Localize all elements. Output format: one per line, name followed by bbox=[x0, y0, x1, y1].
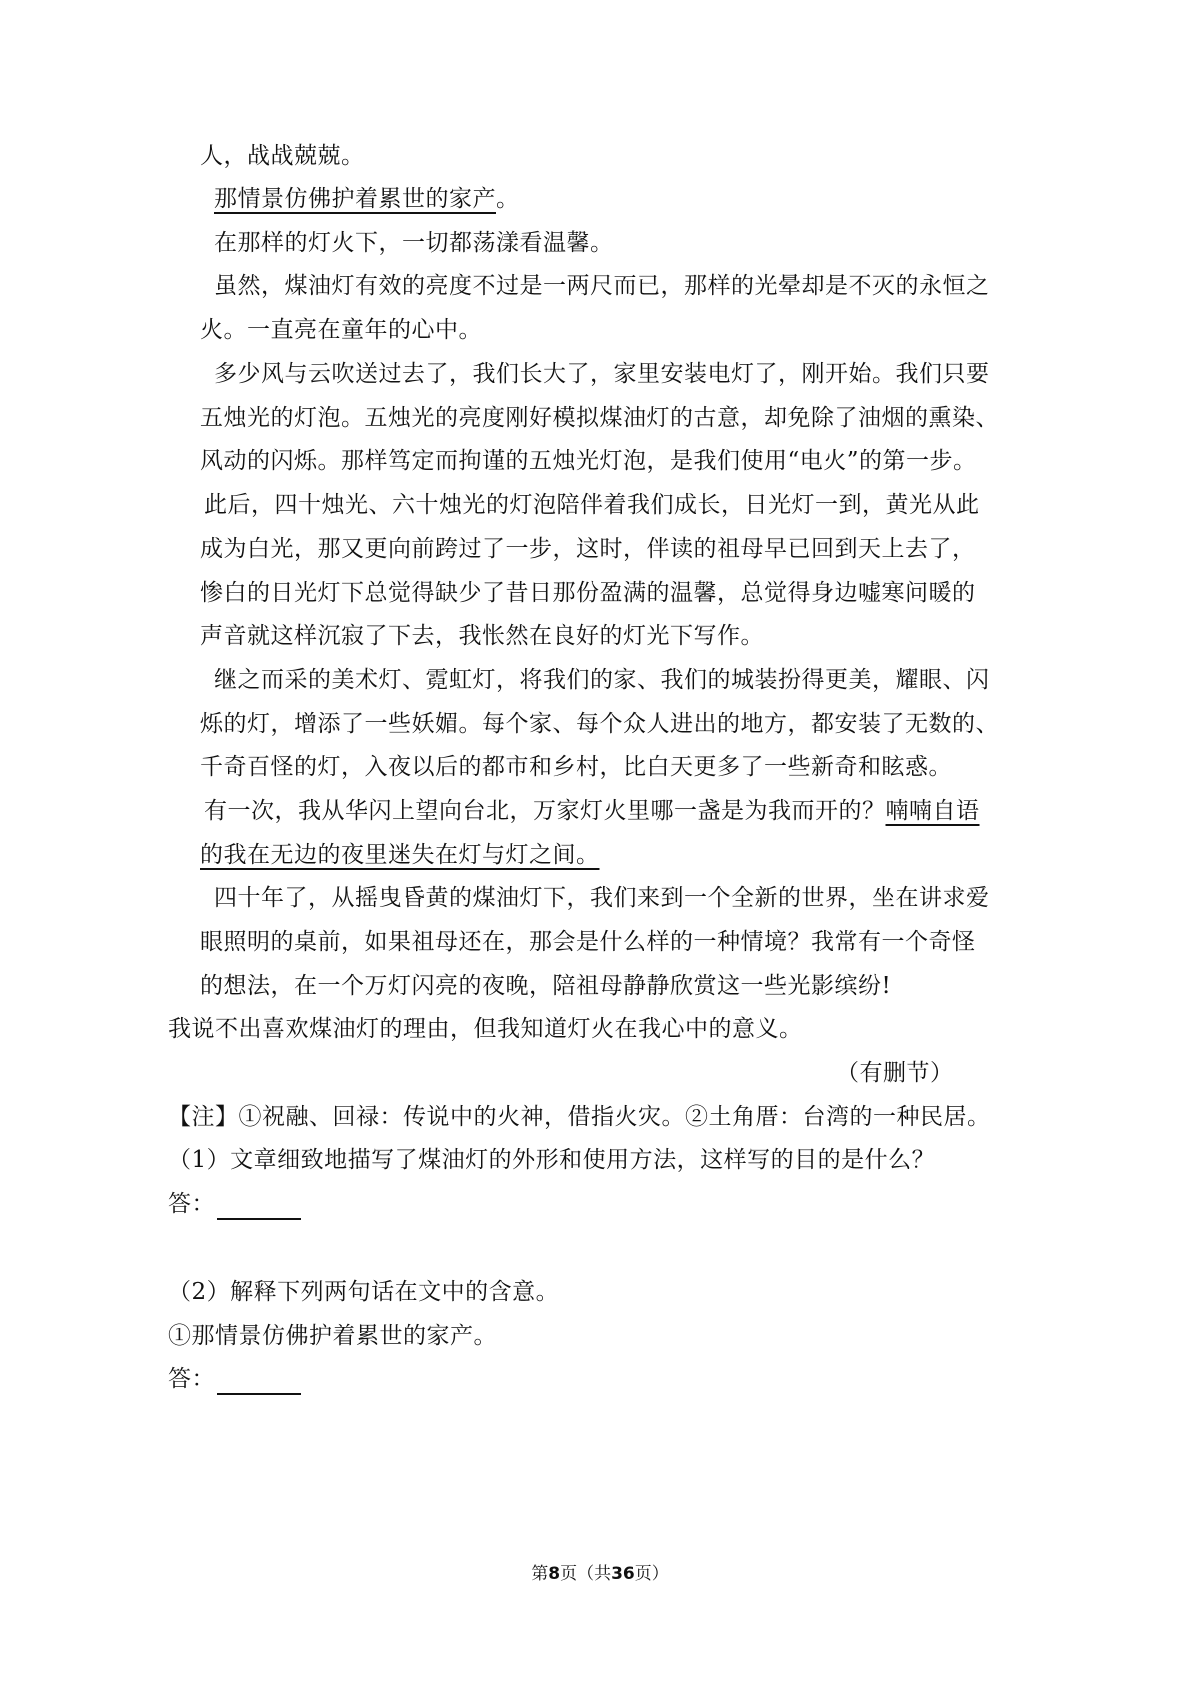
underlined-phrase: 喃喃自语 bbox=[885, 798, 980, 824]
sentence: 有一次，我从华闪上望向台北，万家灯火里哪一盏是为我而开的？ bbox=[204, 798, 886, 824]
answer-row-1 bbox=[168, 1188, 301, 1220]
underlined-sentence: 那情景仿佛护着累世的家产 bbox=[214, 186, 496, 212]
footer-prefix: 第 bbox=[531, 1564, 549, 1584]
passage-line: 多少风与云吹送过去了，我们长大了，家里安装电灯了，刚开始。我们只要 bbox=[214, 361, 990, 387]
passage-line: 千奇百怪的灯，入夜以后的都市和乡村，比白天更多了一些新奇和眩惑。 bbox=[200, 754, 952, 780]
source-note: （有删节） bbox=[836, 1060, 954, 1086]
passage-line: 我说不出喜欢煤油灯的理由，但我知道灯火在我心中的意义。 bbox=[168, 1016, 803, 1042]
answer-blank[interactable] bbox=[217, 1369, 301, 1395]
answer-blank[interactable] bbox=[217, 1194, 301, 1220]
period: 。 bbox=[496, 186, 520, 212]
total-pages: 36 bbox=[611, 1564, 635, 1584]
passage-line bbox=[204, 795, 980, 827]
passage-line: 声音就这样沉寂了下去，我怅然在良好的灯光下写作。 bbox=[200, 623, 764, 649]
passage-line: 烁的灯，增添了一些妖媚。每个家、每个众人进出的地方，都安装了无数的、 bbox=[200, 711, 999, 737]
passage-line: 人，战战兢兢。 bbox=[200, 143, 365, 169]
question-1: （1）文章细致地描写了煤油灯的外形和使用方法，这样写的目的是什么？ bbox=[168, 1147, 936, 1173]
passage-line: 火。一直亮在童年的心中。 bbox=[200, 317, 482, 343]
passage-line: 成为白光，那又更向前跨过了一步，这时，伴读的祖母早已回到天上去了， bbox=[200, 536, 976, 562]
footnote: 【注】①祝融、回禄：传说中的火神，借指火灾。②土角厝：台湾的一种民居。 bbox=[168, 1104, 991, 1130]
footer-suffix: 页） bbox=[634, 1564, 669, 1584]
answer-row-2 bbox=[168, 1363, 301, 1395]
passage-line: 惨白的日光灯下总觉得缺少了昔日那份盈满的温馨，总觉得身边嘘寒问暖的 bbox=[200, 580, 976, 606]
passage-line: 眼照明的桌前，如果祖母还在，那会是什么样的一种情境？我常有一个奇怪 bbox=[200, 929, 976, 955]
passage-line: 在那样的灯火下，一切都荡漾看温馨。 bbox=[214, 230, 614, 256]
answer-label: 答： bbox=[168, 1191, 215, 1217]
question-2-item-1: ①那情景仿佛护着累世的家产。 bbox=[168, 1323, 497, 1349]
answer-label: 答： bbox=[168, 1366, 215, 1392]
page-number: 8 bbox=[548, 1564, 561, 1584]
passage-line: 的想法，在一个万灯闪亮的夜晚，陪祖母静静欣赏这一些光影缤纷! bbox=[200, 973, 892, 999]
passage-line: 四十年了，从摇曳昏黄的煤油灯下，我们来到一个全新的世界，坐在讲求爱 bbox=[214, 885, 990, 911]
passage-line: 风动的闪烁。那样笃定而拘谨的五烛光灯泡，是我们使用“电火”的第一步。 bbox=[200, 448, 977, 474]
passage-line: 五烛光的灯泡。五烛光的亮度刚好模拟煤油灯的古意，却免除了油烟的熏染、 bbox=[200, 405, 999, 431]
passage-line-underlined bbox=[214, 183, 520, 215]
passage-line: 此后，四十烛光、六十烛光的灯泡陪伴着我们成长，日光灯一到，黄光从此 bbox=[204, 492, 980, 518]
underlined-sentence: 的我在无边的夜里迷失在灯与灯之间。 bbox=[200, 842, 600, 868]
page-footer bbox=[0, 1562, 1200, 1586]
question-2: （2）解释下列两句话在文中的含意。 bbox=[168, 1279, 560, 1305]
passage-line: 虽然，煤油灯有效的亮度不过是一两尺而已，那样的光晕却是不灭的永恒之 bbox=[214, 273, 990, 299]
passage-line: 继之而采的美术灯、霓虹灯，将我们的家、我们的城装扮得更美，耀眼、闪 bbox=[214, 667, 990, 693]
footer-middle: 页（共 bbox=[560, 1564, 612, 1584]
passage-line-underlined bbox=[200, 839, 600, 871]
